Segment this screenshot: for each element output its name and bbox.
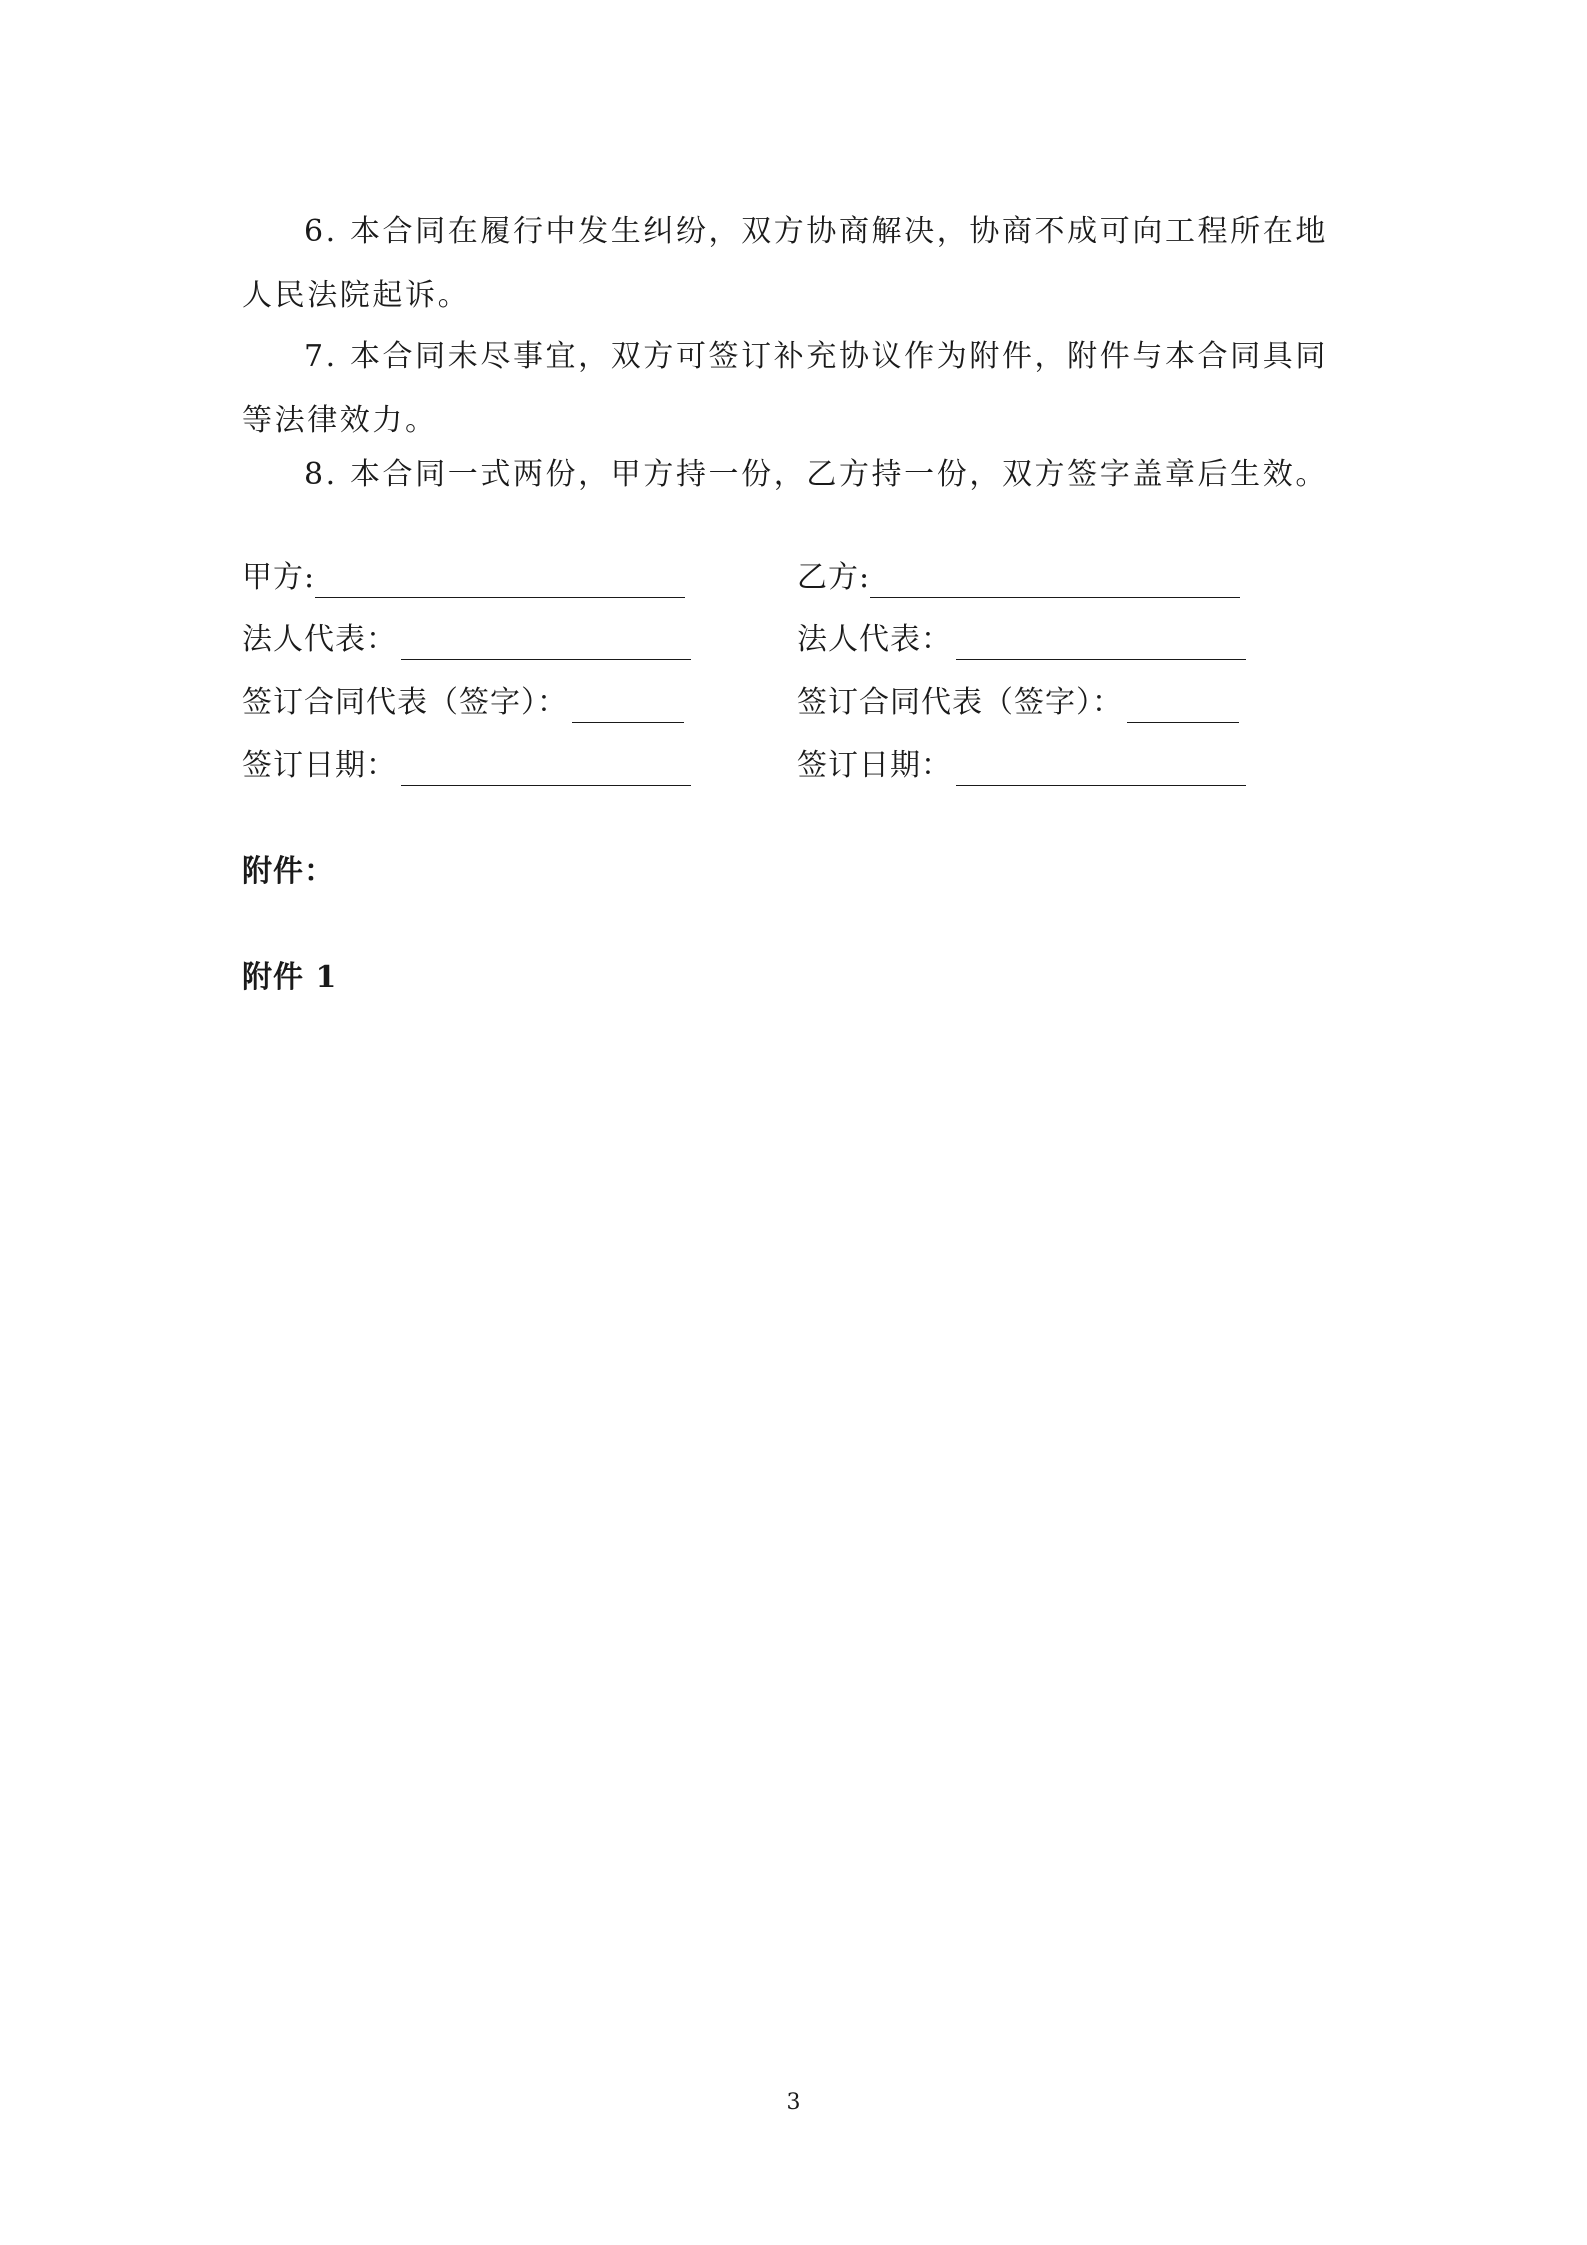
party-b-date-label: 签订日期： [797,748,952,783]
party-b-name-field[interactable] [870,567,1240,598]
party-a-signing-rep-field[interactable] [572,692,684,723]
party-a-date-label: 签订日期： [242,748,397,783]
party-a-legal-rep-field[interactable] [401,629,691,660]
party-a-name-row [242,558,685,598]
party-b-date-field[interactable] [956,755,1246,786]
attachment-1-heading: 附件 1 [242,960,338,995]
clause-7: 7. 本合同未尽事宜，双方可签订补充协议作为附件，附件与本合同具同等法律效力。 [242,339,1328,438]
party-a-signing-rep-label: 签订合同代表（签字）： [242,685,568,720]
party-b-legal-rep-field[interactable] [956,629,1246,660]
party-a-name-label: 甲方: [242,560,316,595]
party-b-name-row [797,558,1240,598]
party-a-legal-rep-row [242,620,691,660]
attachments-heading: 附件： [242,854,335,889]
party-b-name-label: 乙方: [797,560,871,595]
party-b-signing-rep-field[interactable] [1127,692,1239,723]
party-a-date-row [242,746,691,786]
party-a-date-field[interactable] [401,755,691,786]
party-a-signing-rep-row [242,683,684,723]
party-a-legal-rep-label: 法人代表： [242,622,397,657]
clause-8: 8. 本合同一式两份，甲方持一份，乙方持一份，双方签字盖章后生效。 [304,457,1328,492]
clause-6: 6. 本合同在履行中发生纠纷，双方协商解决，协商不成可向工程所在地人民法院起诉。 [242,214,1328,313]
party-b-signing-rep-label: 签订合同代表（签字）： [797,685,1123,720]
party-a-name-field[interactable] [315,567,685,598]
party-b-signing-rep-row [797,683,1239,723]
party-b-legal-rep-row [797,620,1246,660]
party-b-legal-rep-label: 法人代表： [797,622,952,657]
party-b-date-row [797,746,1246,786]
page-number: 3 [786,2090,801,2115]
